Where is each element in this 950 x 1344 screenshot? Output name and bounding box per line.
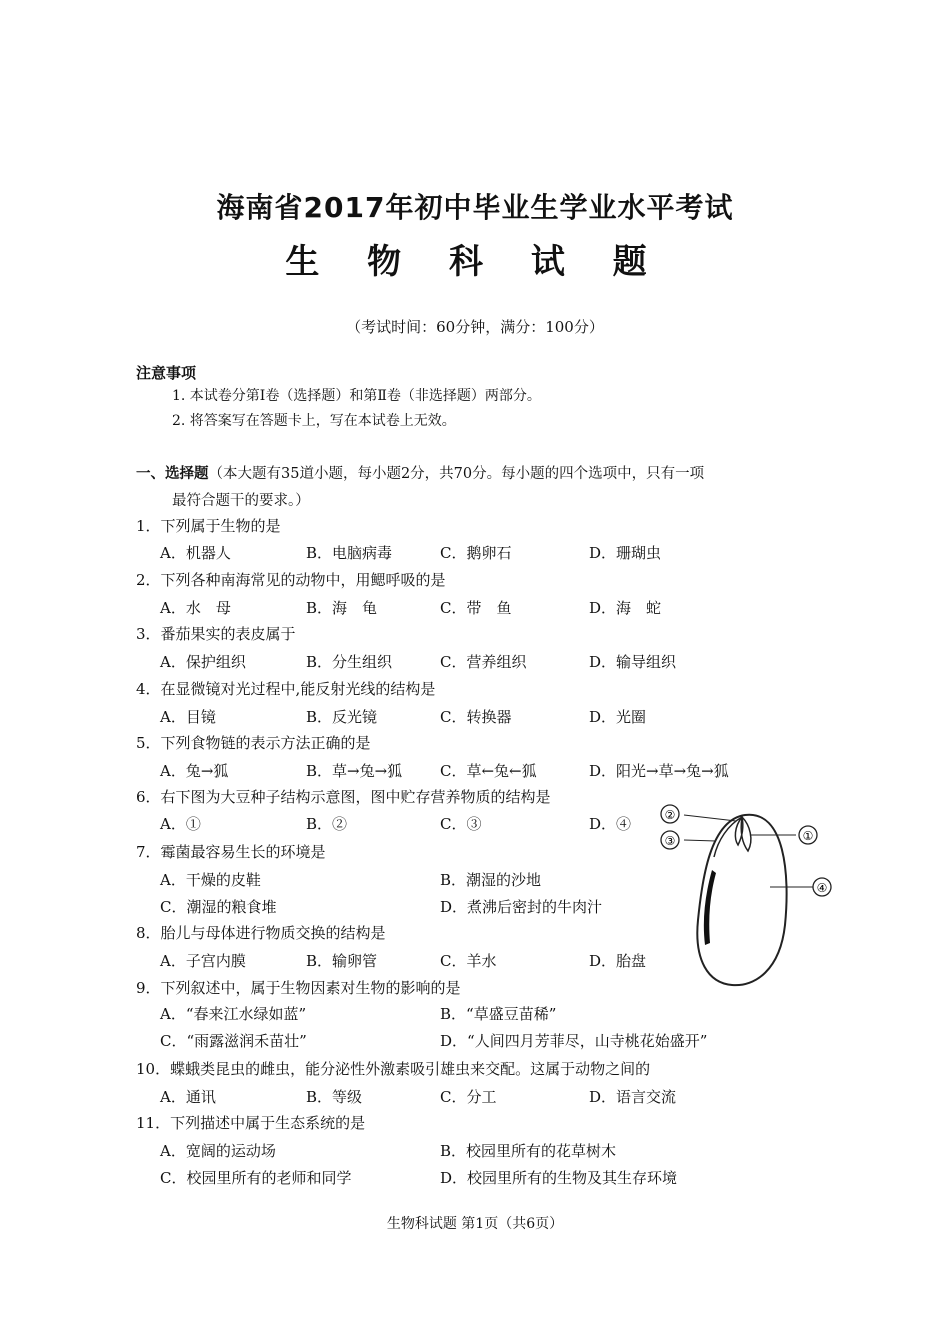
question-stem: 7．霉菌最容易生长的环境是: [136, 843, 326, 861]
option-a: A．机器人: [160, 544, 231, 562]
option-c: C．③: [440, 815, 482, 833]
option-a: A．宽阔的运动场: [160, 1142, 276, 1160]
option-b: B．输卵管: [306, 952, 378, 970]
exam-title: 海南省2017年初中毕业生学业水平考试: [216, 191, 734, 224]
option-d: D．煮沸后密封的牛肉汁: [440, 898, 603, 916]
question-stem: 3．番茄果实的表皮属于: [136, 625, 296, 643]
question-stem: 4．在显微镜对光过程中,能反射光线的结构是: [136, 680, 436, 698]
question-stem: 11．下列描述中属于生态系统的是: [136, 1114, 366, 1132]
notes-title: 注意事项: [136, 364, 197, 382]
option-a: A．子宫内膜: [160, 952, 246, 970]
subject-title: 生 物 科 试 题: [285, 242, 665, 282]
option-d: D．胎盘: [589, 952, 647, 970]
option-c: C．“雨露滋润禾苗壮”: [160, 1032, 307, 1050]
option-b: B．电脑病毒: [306, 544, 393, 562]
option-b: B．②: [306, 815, 348, 833]
option-c: C．营养组织: [440, 653, 527, 671]
question-stem: 6．右下图为大豆种子结构示意图，图中贮存营养物质的结构是: [136, 788, 551, 806]
exam-info: （考试时间：60分钟，满分：100分）: [346, 318, 604, 336]
option-a: A．干燥的皮鞋: [160, 871, 261, 889]
question-stem: 5．下列食物链的表示方法正确的是: [136, 734, 371, 752]
option-c: C．校园里所有的老师和同学: [160, 1169, 352, 1187]
option-d: D．光圈: [589, 708, 647, 726]
option-b: B．草→兔→狐: [306, 762, 403, 780]
note-item-2: 2. 将答案写在答题卡上，写在本试卷上无效。: [172, 413, 456, 429]
section-label: 一、选择题: [136, 466, 209, 482]
option-a: A．兔→狐: [160, 762, 229, 780]
option-c: C．草←兔←狐: [440, 762, 537, 780]
section-desc: （本大题有35道小题，每小题2分，共70分。每小题的四个选项中，只有一项: [208, 466, 705, 482]
option-a: A．“春来江水绿如蓝”: [160, 1005, 307, 1023]
option-b: B．分生组织: [306, 653, 393, 671]
page-footer: 生物科试题 第1页（共6页）: [386, 1216, 564, 1232]
option-a: A．水 母: [160, 599, 231, 617]
option-d: D．“人间四月芳菲尽，山寺桃花始盛开”: [440, 1032, 708, 1050]
question-stem: 8．胎儿与母体进行物质交换的结构是: [136, 924, 386, 942]
label-2: ②: [664, 808, 676, 822]
seed-coat-dark-band: [704, 870, 716, 945]
option-b: B．反光镜: [306, 708, 378, 726]
option-d: D．输导组织: [589, 653, 677, 671]
question-stem: 10．蝶蛾类昆虫的雌虫，能分泌性外激素吸引雄虫来交配。这属于动物之间的: [136, 1060, 651, 1078]
note-item-1: 1. 本试卷分第Ⅰ卷（选择题）和第Ⅱ卷（非选择题）两部分。: [172, 388, 541, 404]
option-d: D．④: [589, 815, 632, 833]
option-b: B．校园里所有的花草树木: [440, 1142, 617, 1160]
option-d: D．阳光→草→兔→狐: [589, 762, 729, 780]
option-c: C．鹅卵石: [440, 544, 512, 562]
leader-line-2: [684, 815, 736, 821]
question-stem: 2．下列各种南海常见的动物中，用鳃呼吸的是: [136, 571, 446, 589]
soybean-seed-diagram: [650, 795, 840, 995]
option-d: D．校园里所有的生物及其生存环境: [440, 1169, 678, 1187]
option-c: C．转换器: [440, 708, 512, 726]
seed-outline: [697, 815, 786, 985]
option-d: D．海 蛇: [589, 599, 662, 617]
leader-line-3: [684, 840, 716, 841]
question-stem: 9．下列叙述中，属于生物因素对生物的影响的是: [136, 979, 461, 997]
question-stem: 1．下列属于生物的是: [136, 517, 281, 535]
option-a: A．通讯: [160, 1088, 216, 1106]
option-b: B．等级: [306, 1088, 363, 1106]
option-d: D．语言交流: [589, 1088, 677, 1106]
label-1: ①: [802, 829, 814, 843]
option-a: A．保护组织: [160, 653, 246, 671]
option-c: C．羊水: [440, 952, 497, 970]
option-b: B．海 龟: [306, 599, 378, 617]
section-header: [136, 461, 826, 515]
option-a: A．目镜: [160, 708, 216, 726]
option-a: A．①: [160, 815, 201, 833]
option-c: C．分工: [440, 1088, 497, 1106]
option-b: B．“草盛豆苗稀”: [440, 1005, 557, 1023]
option-c: C．潮湿的粮食堆: [160, 898, 277, 916]
label-3: ③: [664, 834, 676, 848]
option-d: D．珊瑚虫: [589, 544, 662, 562]
option-c: C．带 鱼: [440, 599, 512, 617]
option-b: B．潮湿的沙地: [440, 871, 542, 889]
section-desc-cont: 最符合题干的要求。）: [172, 493, 310, 509]
label-4: ④: [816, 881, 828, 895]
